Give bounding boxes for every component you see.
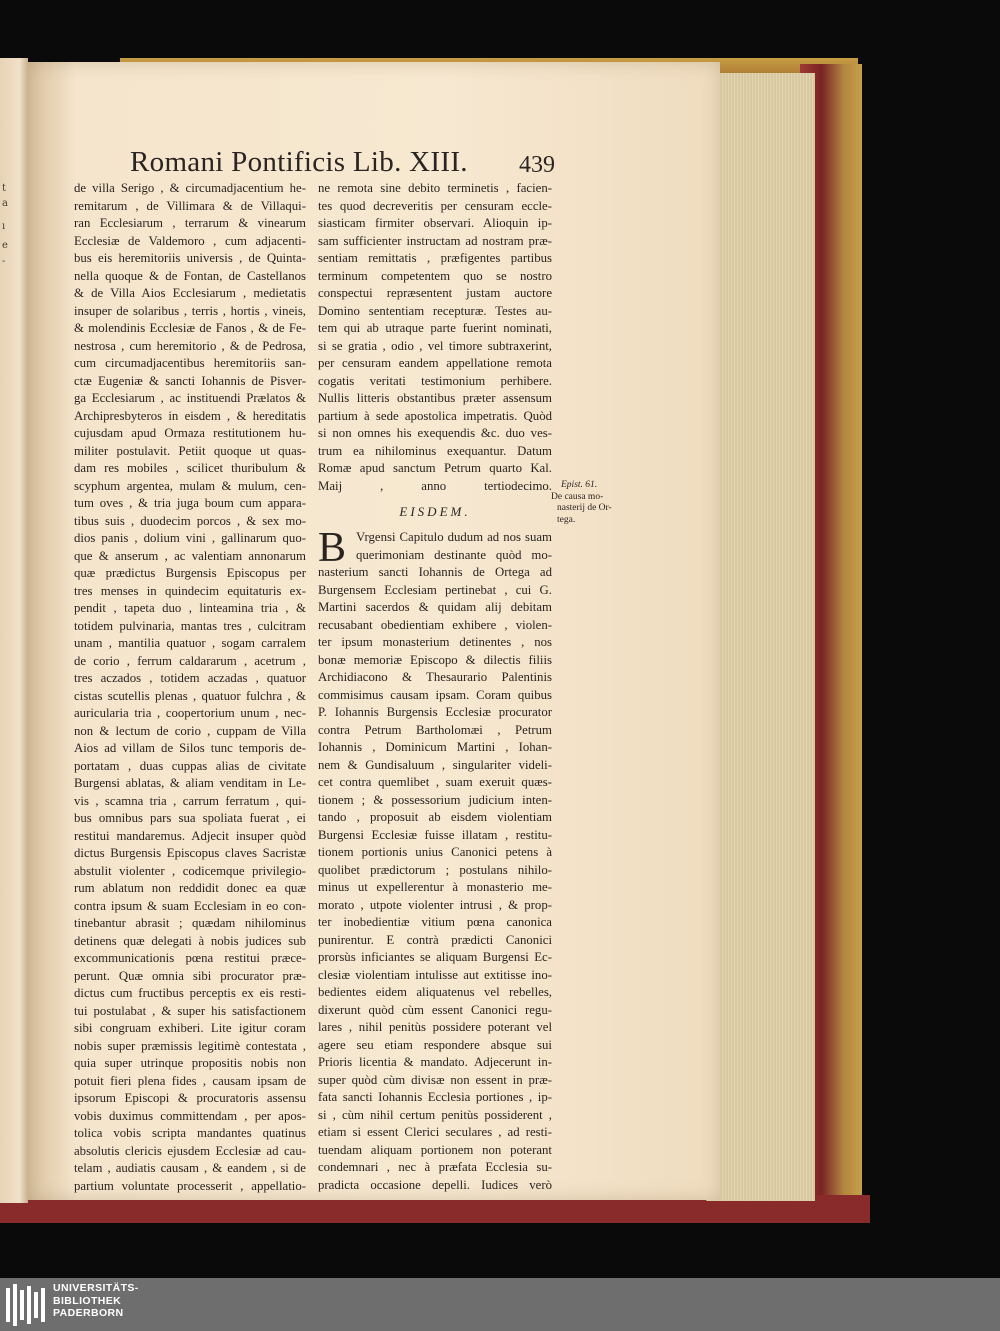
text-line: unam , mantilia quatuor , sogam carralem [74,636,306,650]
library-footer-bar [0,1278,1000,1331]
text-line: Domino sententiam recepturæ. Testes au- [318,303,552,318]
text-line: ga Ecclesiarum , ac instituendi Prælatos & [74,391,306,405]
text-line: trum ea nihilominus exequantur. Datum [318,443,552,458]
text-line: sibi congruam exhiberi. Lite igitur coram [74,1021,306,1035]
text-line: Ecclesiæ de Valdemoro , cum adjacenti- [74,233,306,248]
text-line: perunt. Quæ omnia sibi procurator præ- [74,968,306,983]
drop-cap: B [318,525,347,571]
text-line: commisimus causam ipsam. Coram quibus [318,687,552,702]
section-heading: EISDEM. [399,504,471,519]
text-line: lares , nihil penitùs possidere poterant vel [318,1020,552,1034]
text-line: que & anserum , ac valentiam annonarum [74,548,306,563]
marginal-text-line: De causa mo- [551,491,604,502]
text-line: absolutis clericis ejusdem Ecclesiæ ad cau- [74,1143,306,1158]
text-line: fata sancti Iohannis Ecclesia portiones , ip- [318,1090,552,1104]
text-line: ctæ Eugeniæ & sancti Iohannis de Pisver- [74,373,306,388]
text-line: nobis super præmissis legitimè contestata , [74,1038,306,1053]
facing-page-edge [0,58,28,1203]
text-line: dixerunt quòd cùm essent Canonici regu- [318,1002,552,1017]
facing-page-glyph: ı [2,221,6,232]
text-line: bus omnibus pars sua spoliata fuerat , ei [74,811,306,825]
text-line: militer postulavit. Petiit quoque ut quas- [74,443,306,458]
text-line: bus eis heremitoriis universis , de Quinta- [74,251,306,265]
text-line: partium voluntate processerit , appellatio- [74,1178,306,1193]
text-line: cujusdam apud Ormaza restitutionem hu- [74,426,306,440]
text-line: terminum competentem quo se nostro [318,268,552,283]
text-line: tibus suis , duodecim porcos , & sex mo- [74,513,306,528]
text-line: cogatis veritati testimonium perhibere. [318,373,552,388]
text-line: super quòd cùm divisæ non essent in præ- [318,1072,552,1087]
text-column-right [318,180,552,1194]
text-line: tres menses in quindecim equitaturis ex- [74,583,306,598]
text-line: tuendam aliquam portionem non poterant [318,1142,552,1157]
text-line: tolica vobis scripta mandantes quatinus [74,1126,306,1140]
text-line: contra Petrum Bartholomæi , Petrum [318,722,552,737]
text-line: Vrgensi Capitulo dudum ad nos suam [356,530,552,544]
text-line: nasterium sancti Iohannis de Ortega ad [318,565,552,579]
text-line: clesiæ violentiam intulisse aut extitisse ino- [318,967,552,982]
text-line: ter ipsum monasterium detinentes , nos [318,635,552,649]
text-line: morato , utpote violenter intrusi , & prop- [318,897,552,912]
marginal-text-line: nasterij de Or- [557,503,612,513]
text-line: auricularia tria , coopertorium unum , nec- [74,706,306,720]
text-line: Romæ apud sanctum Petrum quarto Kal. [318,461,552,475]
text-line: agere seu etiam respondere absque sui [318,1037,552,1052]
text-line: cum circumadjacentibus heremitoriis san- [74,356,306,370]
text-line: tionem ; & possessorium judicium inten- [318,792,552,807]
text-line: abstulit violenter , codicemque privilegio- [74,863,306,878]
text-column-left [74,180,306,1195]
text-line: cistas scutellis plenas , quatuor fulchra , & [74,688,306,703]
text-line: de corio , ferrum caldararum , acetrum , [74,653,306,668]
marginal-note [551,480,617,526]
text-line: Maij , anno tertiodecimo. [318,478,552,493]
text-line: si , cùm nihil certum penitùs possiderent , [318,1107,552,1122]
facing-page-glyph: t [2,183,7,194]
library-logo-line: BIBLIOTHEK [53,1294,122,1307]
text-line: querimoniam destinante quòd mo- [356,547,552,562]
text-line: partium à sede apostolica impetratis. Quòd [318,408,552,423]
text-line: minus ut expellerentur à monasterio me- [318,880,552,894]
text-line: ran Ecclesiarum , terrarum & vinearum [74,216,306,230]
library-logo-line: PADERBORN [53,1307,124,1319]
right-column-top-text [318,180,552,495]
text-line: Martini sacerdos & quidam alij debitam [318,600,552,614]
text-line: P. Iohannis Burgensis Ecclesiæ procurator [318,705,552,719]
text-line: condemnari , nec à præfata Ecclesia su- [318,1160,552,1174]
page-number: 439 [519,152,555,178]
text-line: conspectui repræsentent justam auctore [318,286,552,300]
text-line: potuit fieri plena fides , causam ipsam de [74,1073,306,1088]
text-line: recusabant obedientiam exhibere , violen- [318,617,552,632]
page-header [130,146,555,180]
text-line: & de Villa Aios Ecclesiarum , medietatis [74,286,306,300]
marginal-text-line: tega. [557,514,576,525]
text-line: nem & Gundisaluum , singulariter videli- [318,757,552,772]
text-line: contra ipsum & suam Ecclesiam in eo con- [74,898,306,913]
text-line: pendit , tapeta duo , linteamina tria , & [74,601,306,615]
text-line: bedientes eidem aliquatenus vel rebelles, [318,985,552,999]
text-line: scyphum argentea, mulam & mulum, cen- [74,478,306,493]
text-line: Burgensi Ecclesiæ fuisse illatam , restitu- [318,827,552,842]
text-line: Aios ad villam de Silos tunc temporis de- [74,741,306,755]
text-line: Archipresbyteros in eisdem , & hereditatis [74,408,306,423]
text-line: Burgensi ablatas, & aliam venditam in Le- [74,776,306,790]
text-line: dictus Burgensis Episcopus claves Sacristæ [74,846,306,860]
text-line: sentiam remittatis , præfigentes partibus [318,251,552,265]
library-logo-icon [4,1282,48,1328]
text-line: Nullis litteris obstantibus præter assensum [318,391,552,405]
text-line: quæ prædictus Burgensis Episcopus per [74,566,306,580]
text-line: Iohannis , Dominicum Martini , Iohan- [318,740,552,754]
text-line: dictus cum fructibus perceptis ex eis resti- [74,986,306,1000]
text-line: dios panis , dolium vini , gallinarum quo- [74,531,306,545]
text-line: nestrosa , cum heremitorio , & de Pedrosa, [74,338,306,353]
facing-page-glyph: a [2,198,8,209]
facing-page-glyph: - [2,256,6,267]
text-line: Archidiacono & Thesaurario Palentinis [318,670,552,684]
text-line: non & lectum de corio , cuppam de Villa [74,723,306,738]
text-line: tinebantur abrasit ; quædam nihilominus [74,916,306,930]
text-line: Prioris licentia & mandato. Adjecerunt in- [318,1055,552,1069]
text-line: detinens quæ delegati à nobis judices sub [74,933,306,948]
text-line: tui postulabat , & super his satisfactionem [74,1003,306,1018]
text-line: rum ablatum non reddidit donec ea quæ [74,881,306,895]
text-line: pradicta occasione depelli. Iudices verò [318,1177,552,1192]
text-line: ne remota sine debito terminetis , facien- [318,181,552,195]
page-block-edges [706,73,815,1201]
text-line: nella quoque & de Fontan, de Castellanos [74,268,306,283]
text-line: quia super utrinque propositis nobis non [74,1056,306,1070]
library-logo-text [53,1282,139,1320]
text-line: ipsorum Episcopi & procuratoris assensu [74,1091,306,1105]
right-column-bottom-text [318,564,552,1194]
text-line: bonæ memoriæ Episcopo & dilectis filiis [318,652,552,667]
library-logo-line: UNIVERSITÄTS- [53,1282,139,1294]
text-line: dam res mobiles , scilicet thuribulum & [74,461,306,475]
marginal-reference: Epist. 61. [561,480,598,490]
text-line: siasticam firmiter observari. Alioquin ip- [318,216,552,230]
text-line: restitui mandaremus. Adjecit insuper quòd [74,828,306,843]
text-line: tando , proposuit ab eisdem violentiam [318,810,552,824]
text-line: prorsùs inficiantes se aliquam Burgensi Ec- [318,950,552,964]
text-line: tem qui ab utraque parte fuerint nominati, [318,321,552,335]
text-line: si non omnes his exequendis &c. duo ves- [318,426,552,440]
running-title: Romani Pontificis Lib. XIII. [130,146,468,178]
text-line: Burgensem Ecclesiam pertinebat , cui G. [318,582,552,597]
text-line: totidem pulvinaria, mantas tres , culcitram [74,618,306,633]
text-line: excommunicationis pœna restitui præce- [74,951,306,965]
text-line: cet contra quemlibet , suam exeruit quæs- [318,775,552,789]
text-line: quolibet prædictorum ; postulans nihilo- [318,862,552,877]
text-line: & molendinis Ecclesiæ de Fanos , & de Fe- [74,321,306,335]
text-line: tum oves , & tria juga boum cum appara- [74,496,306,510]
text-line: remitarum , de Villimara & de Villaqui- [74,198,306,213]
text-line: per censuram eandem appellatione remota [318,356,552,370]
text-line: telam , audiatis causam , & eandem , si de [74,1161,306,1175]
text-line: de villa Serigo , & circumadjacentium he- [74,181,306,195]
text-line: tes quod decreveritis per censuram eccle- [318,198,552,213]
text-line: sam sufficienter instructam ad nostram præ- [318,233,552,248]
text-line: tres aczados , totidem aczadas , quatuor [74,671,306,685]
dropcap-paragraph [318,525,552,571]
text-line: portatam , duas cuppas alias de civitate [74,758,306,773]
dropcap-lines [318,529,552,564]
text-line: etiam si essent Clerici seculares , ad resti- [318,1125,552,1139]
text-line: punirentur. E contrà prædicti Canonici [318,932,552,947]
text-line: insuper de solaribus , terris , hortis , vineis, [74,303,306,318]
facing-page-glyph: e [2,240,8,251]
text-line: ter inobedientiæ vitium pœna canonica [318,915,552,929]
text-line: vis , scamna tria , carrum ferratum , qui- [74,793,306,808]
text-line: si se gratia , odio , vel timore subtraxerint, [318,338,552,353]
text-line: vobis duximus committendam , per apos- [74,1108,306,1123]
text-line: tionem portionis unius Canonici petens à [318,845,552,859]
